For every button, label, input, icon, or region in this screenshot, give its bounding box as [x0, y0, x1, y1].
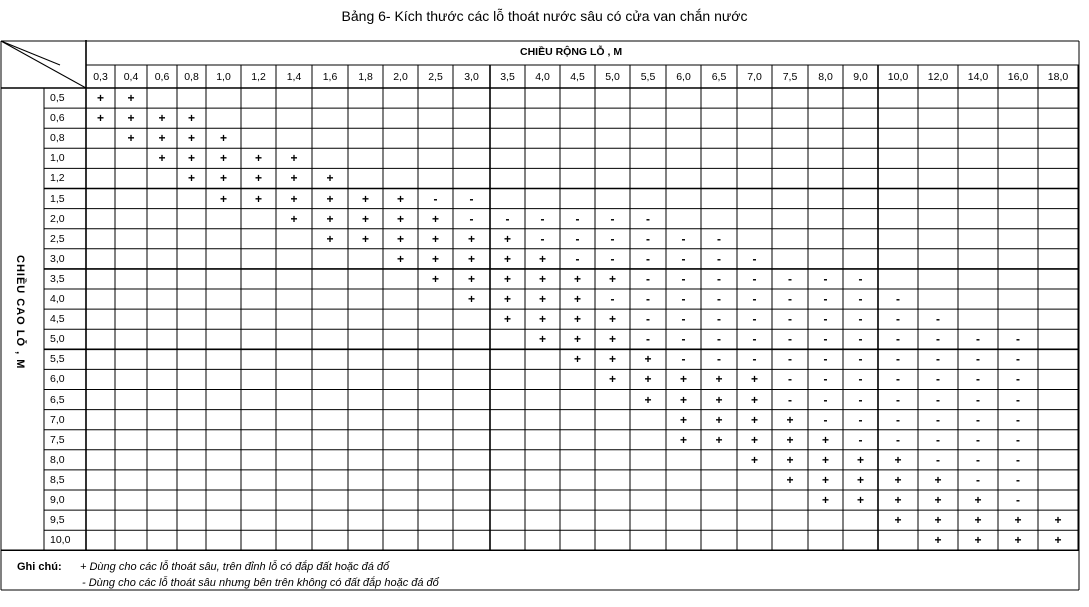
dash-mark: -	[575, 251, 580, 266]
column-header: 6,0	[676, 71, 691, 83]
dash-mark: -	[646, 231, 650, 246]
plus-mark: +	[715, 412, 723, 427]
dash-mark: -	[681, 231, 686, 246]
dash-mark: -	[936, 332, 940, 347]
row-label: 0,8	[50, 132, 65, 145]
plus-mark: +	[467, 231, 475, 246]
column-header: 1,4	[286, 71, 302, 83]
plus-mark: +	[786, 412, 794, 427]
plus-mark: +	[1014, 533, 1022, 548]
column-header: 16,0	[1007, 71, 1029, 83]
dash-mark: -	[646, 271, 650, 286]
plus-mark: +	[644, 392, 652, 407]
dash-mark: -	[858, 412, 863, 427]
row-label: 8,5	[50, 473, 65, 486]
dash-mark: -	[717, 231, 721, 246]
plus-mark: +	[573, 352, 581, 367]
dash-mark: -	[976, 432, 980, 447]
dash-mark: -	[681, 292, 686, 306]
column-header: 5,5	[640, 71, 656, 83]
dash-mark: -	[936, 312, 940, 327]
dash-mark: -	[823, 352, 828, 367]
row-label: 6,5	[50, 393, 65, 406]
row-label: 10,0	[50, 534, 71, 547]
table-title: Bảng 6- Kích thước các lỗ thoát nước sâu có cửa van chắn nước	[341, 8, 748, 24]
corner-diagonal	[1, 41, 86, 88]
dash-mark: -	[717, 312, 721, 327]
row-label: 0,6	[50, 112, 65, 125]
dash-mark: -	[896, 372, 900, 387]
plus-mark: +	[715, 392, 723, 407]
dash-mark: -	[896, 292, 900, 306]
column-header: 1,2	[251, 71, 266, 83]
plus-mark: +	[573, 332, 581, 347]
dash-mark: -	[896, 332, 900, 347]
dash-mark: -	[858, 372, 863, 387]
dash-mark: -	[717, 352, 721, 367]
column-header: 18,0	[1047, 71, 1069, 83]
dash-mark: -	[823, 332, 828, 347]
row-label: 0,5	[50, 92, 65, 104]
column-header: 1,0	[216, 71, 231, 83]
plus-mark: +	[538, 332, 546, 347]
dash-mark: -	[788, 352, 792, 367]
column-header: 7,5	[782, 71, 798, 83]
row-label: 5,0	[50, 333, 65, 346]
plus-mark: +	[538, 292, 546, 306]
dash-mark: -	[610, 251, 615, 266]
plus-mark: +	[608, 271, 616, 286]
dash-mark: -	[717, 332, 721, 347]
plus-mark: +	[856, 452, 864, 467]
plus-mark: +	[644, 352, 652, 367]
dash-mark: -	[681, 271, 686, 286]
row-label: 9,5	[50, 514, 65, 527]
plus-mark: +	[573, 271, 581, 286]
dash-mark: -	[896, 312, 900, 327]
column-header: 10,0	[887, 71, 909, 83]
plus-mark: +	[538, 251, 546, 266]
plus-mark: +	[750, 432, 758, 447]
dash-mark: -	[681, 312, 686, 327]
plus-mark: +	[467, 271, 475, 286]
plus-mark: +	[894, 472, 902, 487]
dash-mark: -	[505, 211, 510, 226]
plus-mark: +	[96, 91, 104, 105]
column-header: 12,0	[927, 71, 949, 83]
dash-mark: -	[717, 292, 721, 306]
dash-mark: -	[752, 292, 757, 306]
notes-label: Ghi chú:	[17, 561, 62, 573]
dash-mark: -	[936, 412, 940, 427]
plus-mark: +	[503, 292, 511, 306]
plus-mark: +	[644, 372, 652, 387]
plus-mark: +	[679, 372, 687, 387]
plus-mark: +	[608, 312, 616, 327]
dash-mark: -	[823, 292, 828, 306]
plus-mark: +	[187, 171, 195, 186]
column-header: 0,4	[123, 71, 139, 83]
dash-mark: -	[823, 312, 828, 327]
plus-mark: +	[127, 131, 135, 146]
width-header: CHIỀU RỘNG LỖ , M	[520, 46, 623, 58]
dash-mark: -	[1016, 332, 1020, 347]
plus-mark: +	[715, 432, 723, 447]
dash-mark: -	[976, 332, 980, 347]
dash-mark: -	[858, 352, 863, 367]
dash-mark: -	[469, 191, 474, 206]
plus-mark: +	[158, 111, 166, 126]
dash-mark: -	[788, 372, 792, 387]
dash-mark: -	[976, 392, 980, 407]
dash-mark: -	[976, 372, 980, 387]
dash-mark: -	[646, 332, 650, 347]
plus-mark: +	[679, 412, 687, 427]
row-label: 7,0	[50, 413, 65, 426]
plus-mark: +	[786, 432, 794, 447]
plus-mark: +	[679, 392, 687, 407]
column-header: 3,0	[464, 71, 479, 83]
column-header: 8,0	[818, 71, 833, 83]
dash-mark: -	[936, 432, 940, 447]
dash-mark: -	[752, 312, 757, 327]
plus-mark: +	[187, 151, 195, 166]
dash-mark: -	[717, 271, 721, 286]
plus-mark: +	[503, 231, 511, 246]
column-header: 14,0	[967, 71, 989, 83]
plus-mark: +	[856, 493, 864, 507]
dash-mark: -	[976, 452, 980, 467]
plus-mark: +	[290, 191, 298, 206]
dash-mark: -	[1016, 412, 1020, 427]
dash-mark: -	[1016, 452, 1020, 467]
dash-mark: -	[610, 211, 615, 226]
column-header: 7,0	[747, 71, 762, 83]
plus-mark: +	[608, 332, 616, 347]
row-label: 6,0	[50, 373, 65, 386]
plus-mark: +	[934, 533, 942, 548]
plus-mark: +	[1054, 533, 1062, 548]
dash-mark: -	[936, 452, 940, 467]
dash-mark: -	[540, 231, 545, 246]
plus-mark: +	[467, 251, 475, 266]
column-header: 9,0	[853, 71, 868, 83]
dash-mark: -	[788, 312, 792, 327]
plus-mark: +	[290, 211, 298, 226]
plus-mark: +	[715, 372, 723, 387]
plus-mark: +	[821, 493, 829, 507]
row-label: 7,5	[50, 433, 65, 446]
plus-mark: +	[158, 131, 166, 146]
dash-mark: -	[823, 372, 828, 387]
dash-mark: -	[610, 231, 615, 246]
row-label: 3,0	[50, 252, 65, 265]
plus-mark: +	[934, 472, 942, 487]
dash-mark: -	[1016, 372, 1020, 387]
plus-mark: +	[254, 171, 262, 186]
dash-mark: -	[469, 211, 474, 226]
note-plus: + Dùng cho các lỗ thoát sâu, trên đỉnh lỗ có đắp đất hoặc đá đổ	[80, 561, 390, 573]
dash-mark: -	[858, 292, 863, 306]
plus-mark: +	[503, 251, 511, 266]
plus-mark: +	[361, 191, 369, 206]
plus-mark: +	[431, 231, 439, 246]
plus-mark: +	[1054, 513, 1062, 528]
dash-mark: -	[646, 211, 650, 226]
dash-mark: -	[896, 352, 900, 367]
plus-mark: +	[219, 191, 227, 206]
column-header: 0,6	[154, 71, 170, 83]
plus-mark: +	[894, 493, 902, 507]
dash-mark: -	[896, 392, 900, 407]
dash-mark: -	[433, 191, 438, 206]
plus-mark: +	[219, 171, 227, 186]
plus-mark: +	[290, 151, 298, 166]
plus-mark: +	[608, 352, 616, 367]
dash-mark: -	[823, 392, 828, 407]
dash-mark: -	[540, 211, 545, 226]
plus-mark: +	[396, 231, 404, 246]
dash-mark: -	[936, 392, 940, 407]
plus-mark: +	[894, 513, 902, 528]
plus-mark: +	[431, 271, 439, 286]
column-header: 2,5	[428, 71, 443, 83]
plus-mark: +	[326, 231, 334, 246]
dash-mark: -	[646, 251, 650, 266]
dash-mark: -	[823, 271, 828, 286]
row-label: 3,5	[50, 272, 65, 285]
plus-mark: +	[219, 151, 227, 166]
dash-mark: -	[681, 352, 686, 367]
plus-mark: +	[254, 191, 262, 206]
column-header: 6,5	[711, 71, 727, 83]
dash-mark: -	[1016, 472, 1020, 487]
dash-mark: -	[646, 292, 650, 306]
row-label: 5,5	[50, 353, 65, 366]
dash-mark: -	[1016, 352, 1020, 367]
column-header: 2,0	[393, 71, 408, 83]
plus-mark: +	[503, 271, 511, 286]
dash-mark: -	[936, 372, 940, 387]
dash-mark: -	[646, 312, 650, 327]
plus-mark: +	[396, 191, 404, 206]
row-label: 9,0	[50, 494, 65, 506]
plus-mark: +	[786, 452, 794, 467]
plus-mark: +	[573, 292, 581, 306]
column-header: 0,3	[93, 71, 108, 83]
plus-mark: +	[750, 452, 758, 467]
plus-mark: +	[396, 211, 404, 226]
dash-mark: -	[896, 432, 900, 447]
dash-mark: -	[788, 392, 792, 407]
dash-mark: -	[1016, 493, 1020, 507]
plus-mark: +	[934, 493, 942, 507]
dash-mark: -	[575, 211, 580, 226]
plus-mark: +	[503, 312, 511, 327]
dash-mark: -	[936, 352, 940, 367]
column-header: 4,5	[570, 71, 585, 83]
dash-mark: -	[1016, 392, 1020, 407]
row-label: 1,0	[50, 152, 65, 165]
dash-mark: -	[858, 392, 863, 407]
plus-mark: +	[396, 251, 404, 266]
column-header: 0,8	[184, 71, 199, 83]
plus-mark: +	[467, 292, 475, 306]
dash-mark: -	[752, 332, 757, 347]
plus-mark: +	[538, 271, 546, 286]
dash-mark: -	[752, 352, 757, 367]
row-label: 2,5	[50, 232, 65, 245]
dash-mark: -	[858, 432, 863, 447]
plus-mark: +	[538, 312, 546, 327]
plus-mark: +	[290, 171, 298, 186]
dash-mark: -	[896, 412, 900, 427]
plus-mark: +	[750, 372, 758, 387]
dash-mark: -	[976, 412, 980, 427]
plus-mark: +	[608, 372, 616, 387]
column-header: 3,5	[500, 71, 515, 83]
plus-mark: +	[750, 392, 758, 407]
plus-mark: +	[974, 513, 982, 528]
height-header: CHIỀU CAO LỖ , M	[14, 255, 26, 370]
row-label: 2,0	[50, 212, 65, 225]
column-header: 4,0	[535, 71, 550, 83]
dash-mark: -	[681, 251, 686, 266]
plus-mark: +	[187, 111, 195, 126]
plus-mark: +	[127, 111, 135, 126]
plus-mark: +	[127, 91, 135, 105]
plus-mark: +	[573, 312, 581, 327]
plus-mark: +	[187, 131, 195, 146]
plus-mark: +	[361, 211, 369, 226]
dash-mark: -	[858, 271, 863, 286]
plus-mark: +	[1014, 513, 1022, 528]
plus-mark: +	[894, 452, 902, 467]
row-label: 1,2	[50, 172, 65, 185]
dash-mark: -	[1016, 432, 1020, 447]
column-header: 5,0	[605, 71, 620, 83]
row-label: 4,5	[50, 313, 65, 326]
column-header: 1,8	[358, 71, 373, 83]
dash-mark: -	[575, 231, 580, 246]
dash-mark: -	[858, 312, 863, 327]
dash-mark: -	[788, 271, 792, 286]
row-label: 1,5	[50, 192, 65, 205]
column-header: 1,6	[322, 71, 338, 83]
plus-mark: +	[786, 472, 794, 487]
plus-mark: +	[96, 111, 104, 126]
plus-mark: +	[856, 472, 864, 487]
plus-mark: +	[974, 533, 982, 548]
plus-mark: +	[934, 513, 942, 528]
dash-mark: -	[858, 332, 863, 347]
plus-mark: +	[158, 151, 166, 166]
plus-mark: +	[361, 231, 369, 246]
corner-diagonal	[1, 41, 60, 65]
plus-mark: +	[679, 432, 687, 447]
row-label: 4,0	[50, 293, 65, 305]
dash-mark: -	[681, 332, 686, 347]
dash-mark: -	[788, 292, 792, 306]
plus-mark: +	[750, 412, 758, 427]
dash-mark: -	[823, 412, 828, 427]
dash-mark: -	[752, 251, 757, 266]
plus-mark: +	[431, 211, 439, 226]
dash-mark: -	[717, 251, 721, 266]
dash-mark: -	[752, 271, 757, 286]
plus-mark: +	[254, 151, 262, 166]
plus-mark: +	[326, 191, 334, 206]
dash-mark: -	[976, 472, 980, 487]
plus-mark: +	[326, 211, 334, 226]
plus-mark: +	[974, 493, 982, 507]
dash-mark: -	[976, 352, 980, 367]
plus-mark: +	[821, 432, 829, 447]
row-label: 8,0	[50, 453, 65, 466]
plus-mark: +	[219, 131, 227, 146]
plus-mark: +	[431, 251, 439, 266]
plus-mark: +	[821, 472, 829, 487]
plus-mark: +	[821, 452, 829, 467]
plus-mark: +	[326, 171, 334, 186]
dash-mark: -	[788, 332, 792, 347]
size-table	[0, 40, 1080, 603]
note-minus: - Dùng cho các lỗ thoát sâu nhưng bên trên không có đất đắp hoặc đá đổ	[82, 577, 439, 589]
dash-mark: -	[610, 292, 615, 306]
